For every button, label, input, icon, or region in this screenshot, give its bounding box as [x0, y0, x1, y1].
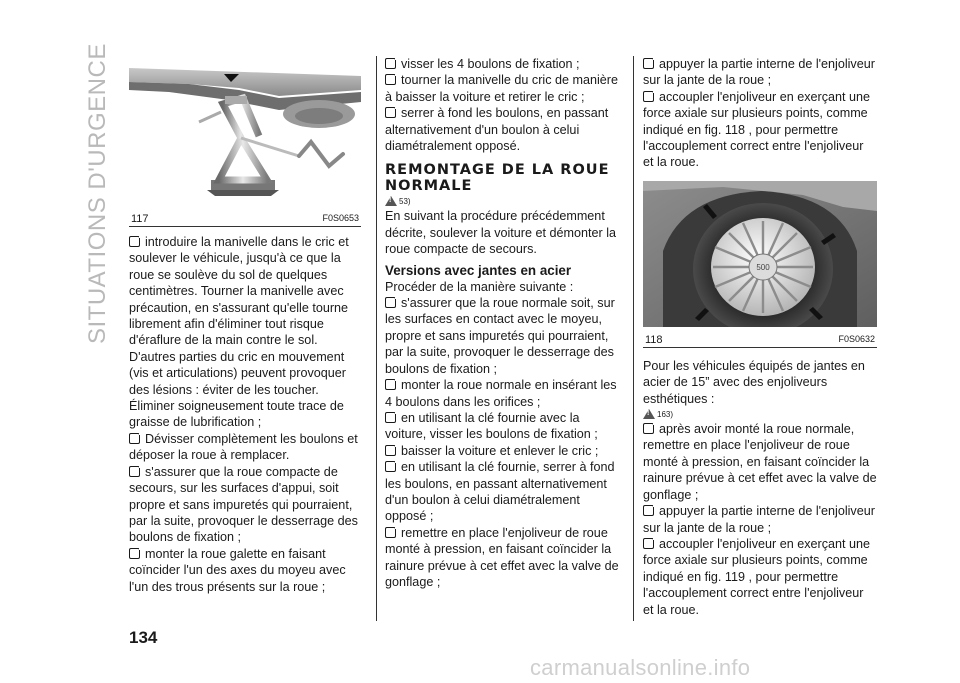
- list-item: baisser la voiture et enlever le cric ;: [385, 443, 620, 459]
- figure-caption: [643, 334, 877, 346]
- checkbox-icon: [385, 58, 396, 69]
- paragraph: Pour les véhicules équipés de jantes en acier de 15” avec des enjoliveurs esthétiques :: [643, 358, 865, 406]
- figure-rule: [643, 347, 877, 348]
- checkbox-icon: [385, 74, 396, 85]
- list-item: tourner la manivelle du cric de manière à baisser la voiture et retirer le cric ;: [385, 73, 618, 104]
- list-item: s'assurer que la roue normale soit, sur les surfaces en contact avec le moyeu, propre et sans impuretés qui pourraient, par la suite, provoquer le desserrage des boulons de fixation ;: [385, 296, 615, 376]
- checkbox-icon: [129, 548, 140, 559]
- checkbox-icon: [643, 538, 654, 549]
- checkbox-icon: [643, 423, 654, 434]
- column-3: [643, 56, 877, 618]
- subsection-heading: Versions avec jantes en acier: [385, 262, 572, 278]
- checkbox-icon: [385, 379, 396, 390]
- checkbox-icon: [643, 505, 654, 516]
- figure-code: F0S0632: [838, 333, 875, 344]
- svg-text:500: 500: [756, 262, 770, 272]
- warning-number: 163): [657, 410, 674, 420]
- paragraph: Procéder de la manière suivante :: [385, 279, 574, 294]
- list-item: accoupler l'enjoliveur en exerçant une force axiale sur plusieurs points, comme indiqué en fig. 119 , pour permettre l'accouplement correct entre l'enjoliveur et la roue.: [643, 536, 871, 617]
- list-item: remettre en place l'enjoliveur de roue monté à pression, en faisant coïncider la rainure prévue à cet effet avec la valve de gonflage ;: [385, 525, 619, 589]
- section-heading: REMONTAGE DE LA ROUE NORMALE: [385, 162, 610, 195]
- warning-icon: [385, 196, 397, 206]
- figure-rule: [129, 226, 361, 227]
- checkbox-icon: [385, 107, 396, 118]
- page-number: 134: [129, 628, 158, 647]
- warning-reference: [643, 409, 877, 419]
- checkbox-icon: [385, 445, 396, 456]
- list-item: monter la roue normale en insérant les 4 boulons dans les orifices ;: [385, 378, 617, 409]
- figure-code: F0S0653: [322, 213, 359, 223]
- warning-icon: [643, 409, 655, 419]
- wheel-cover-illustration: [643, 181, 877, 327]
- column-1: [129, 56, 361, 595]
- figure-caption: [129, 213, 361, 225]
- list-item: serrer à fond les boulons, en passant alternativement d'un boulon à celui diamétralement opposé.: [385, 106, 609, 154]
- list-item: appuyer la partie interne de l'enjoliveur sur la jante de la roue ;: [643, 504, 875, 535]
- checkbox-icon: [385, 461, 396, 472]
- checkbox-icon: [643, 58, 654, 69]
- column-separator: [633, 56, 634, 621]
- list-item: accoupler l'enjoliveur en exerçant une force axiale sur plusieurs points, comme indiqué en fig. 118 , pour permettre l'accouplement correct entre l'enjoliveur et la roue.: [643, 89, 871, 170]
- list-item: Dévisser complètement les boulons et déposer la roue à remplacer.: [129, 431, 358, 463]
- list-item: visser les 4 boulons de fixation ;: [385, 56, 620, 72]
- list-item: après avoir monté la roue normale, remettre en place l'enjoliveur de roue monté à pression, en faisant coïncider la rainure prévue à cet effet avec la valve de gonflage ;: [643, 422, 877, 502]
- checkbox-icon: [385, 527, 396, 538]
- checkbox-icon: [643, 91, 654, 102]
- list-item: s'assurer que la roue compacte de secours, sur les surfaces d'appui, soit propre et sans impuretés qui pourraient, par la suite, provoquer le desserrage des boulons de fixation ;: [129, 464, 358, 545]
- checkbox-icon: [385, 412, 396, 423]
- figure-number: 118: [645, 333, 663, 346]
- watermark: carmanualsonline.info: [530, 655, 751, 680]
- list-item: introduire la manivelle dans le cric et soulever le véhicule, jusqu'à ce que la roue se soulève du sol de quelques centimètres. Tourner la manivelle avec précaution, en s'assurant qu'elle tourne librement afin d'éliminer tout risque d'éraflure de la main contre le sol. D'autres parties du cric en mouvement (vis et articulations) peuvent provoquer des lésions : éviter de les toucher. Éliminer soigneusement toute trace de graisse de lubrification ;: [129, 235, 349, 430]
- checkbox-icon: [129, 466, 140, 477]
- list-item: en utilisant la clé fournie avec la voiture, visser les boulons de fixation ;: [385, 410, 598, 442]
- section-title: SITUATIONS D'URGENCE: [84, 43, 111, 344]
- checkbox-icon: [129, 236, 140, 247]
- jack-illustration: [129, 56, 361, 206]
- checkbox-icon: [129, 433, 140, 444]
- figure-117: [129, 56, 361, 227]
- column-2: [385, 56, 620, 590]
- checkbox-icon: [385, 297, 396, 308]
- warning-number: 53): [399, 197, 411, 207]
- column-separator: [376, 56, 377, 621]
- list-item: en utilisant la clé fournie, serrer à fond les boulons, en passant alternativement d'un boulon à celui diamétralement opposé ;: [385, 460, 615, 524]
- paragraph: En suivant la procédure précédemment décrite, soulever la voiture et démonter la roue compacte de secours.: [385, 209, 617, 257]
- figure-number: 117: [131, 213, 149, 225]
- list-item: appuyer la partie interne de l'enjoliveur sur la jante de la roue ;: [643, 57, 875, 88]
- warning-reference: [385, 196, 620, 206]
- figure-118: [643, 181, 877, 348]
- list-item: monter la roue galette en faisant coïncider l'un des axes du moyeu avec l'un des trous présents sur la roue ;: [129, 546, 346, 594]
